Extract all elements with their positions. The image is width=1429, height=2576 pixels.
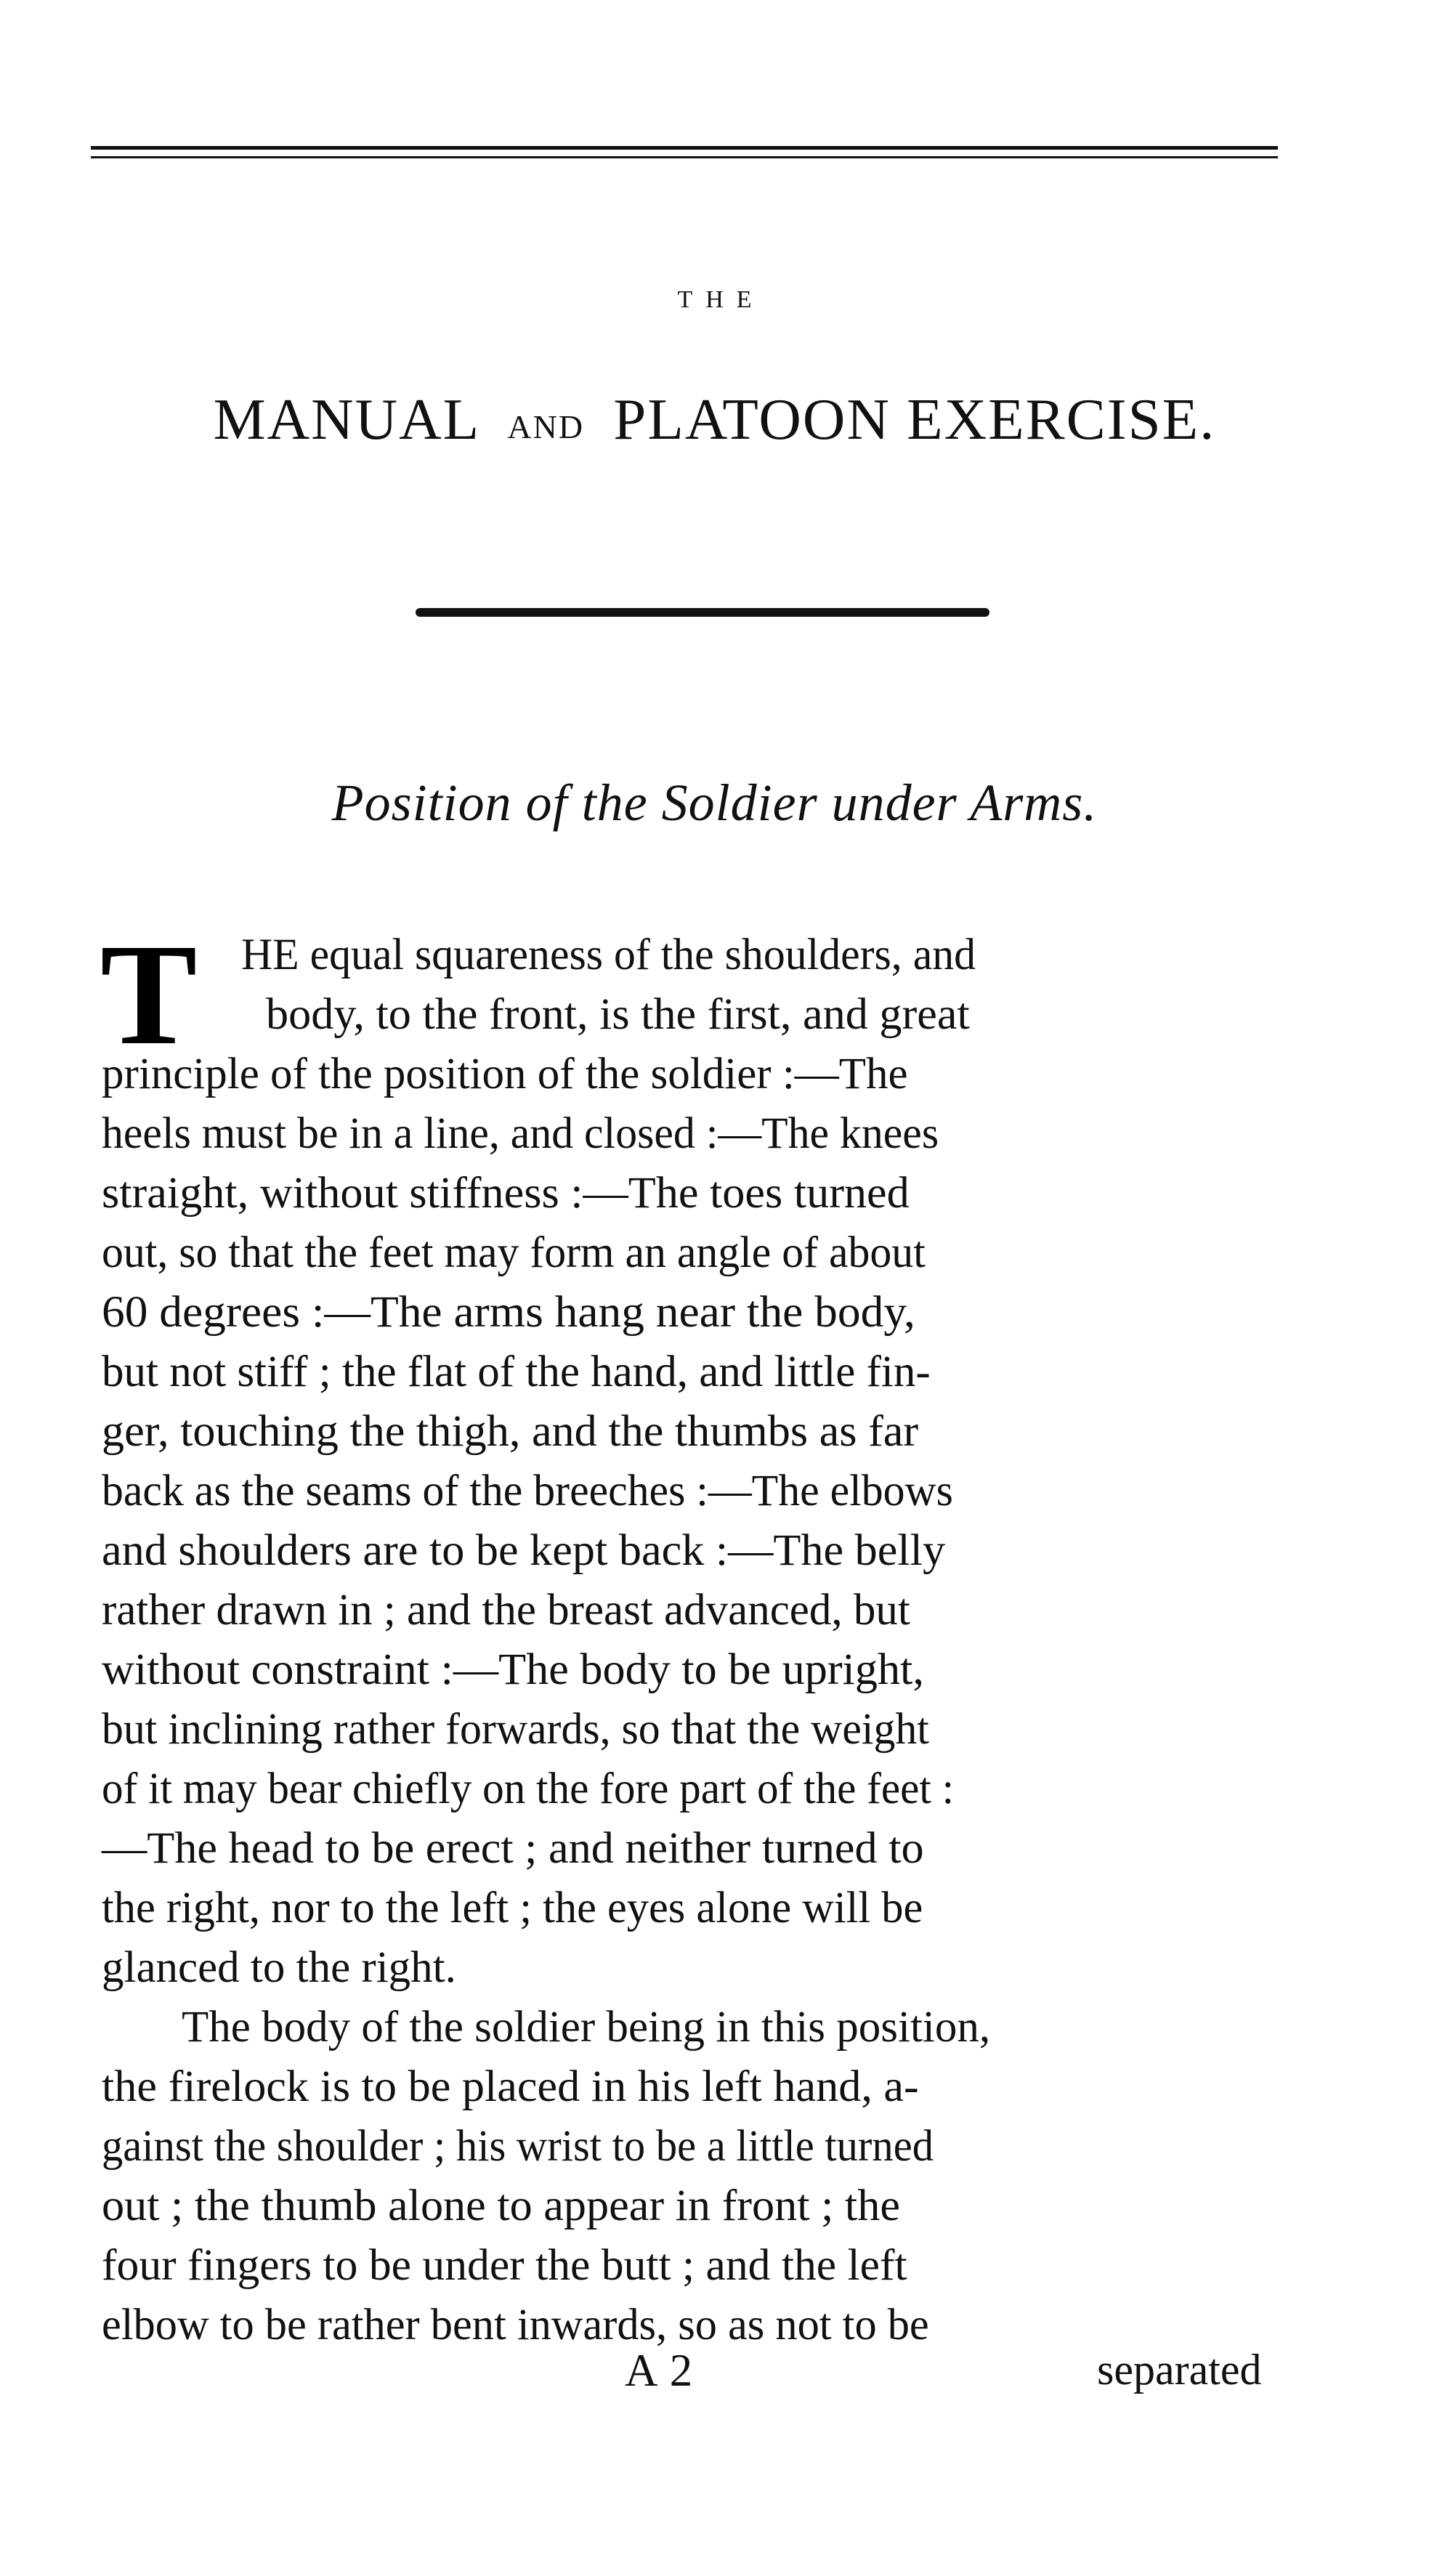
text-line: [0, 1995, 1429, 2060]
text-line: [0, 982, 1429, 1048]
line-text: but not stiff ; the flat of the hand, and little fin-: [102, 1348, 931, 1396]
main-title-part-3: PLATOON EXERCISE.: [613, 386, 1216, 452]
line-text: out ; the thumb alone to appear in front ; the: [102, 2182, 900, 2230]
text-line: [0, 1876, 1429, 1941]
line-text: 60 degrees :—The arms hang near the body,: [102, 1288, 915, 1337]
text-line: [0, 923, 1429, 988]
text-line: [0, 1697, 1429, 1762]
drop-cap: T: [100, 915, 198, 1075]
text-line: [0, 1399, 1429, 1465]
line-text: but inclining rather forwards, so that the weight: [102, 1705, 929, 1754]
text-line: [0, 1340, 1429, 1405]
line-text: heels must be in a line, and closed :—The knees: [102, 1109, 939, 1158]
text-line: [0, 1459, 1429, 1524]
main-title: [0, 386, 1429, 452]
line-text: the right, nor to the left ; the eyes alone will be: [102, 1884, 923, 1932]
line-text: of it may bear chiefly on the fore part of the feet :: [102, 1765, 955, 1813]
catchword: separated: [1097, 2346, 1262, 2394]
line-text: The body of the soldier being in this position,: [182, 2003, 991, 2052]
text-line: [0, 2233, 1429, 2298]
line-text: straight, without stiffness :—The toes turned: [102, 1169, 910, 1218]
text-line: [0, 1042, 1429, 1107]
line-text: gainst the shoulder ; his wrist to be a little turned: [102, 2122, 934, 2171]
line-text: four fingers to be under the butt ; and the left: [102, 2241, 907, 2290]
text-line: [0, 2174, 1429, 2239]
main-title-part-1: MANUAL: [213, 386, 479, 452]
text-line: [0, 1518, 1429, 1584]
line-text: ger, touching the thigh, and the thumbs as far: [102, 1407, 919, 1456]
ornament-rule: [416, 608, 989, 617]
text-line: [0, 1757, 1429, 1822]
line-text: principle of the position of the soldier :—The: [102, 1050, 908, 1098]
line-text: rather drawn in ; and the breast advanced, but: [102, 1586, 910, 1635]
text-line: [0, 1935, 1429, 2001]
line-text: the firelock is to be placed in his left hand, a-: [102, 2062, 919, 2111]
signature-mark: A 2: [625, 2345, 695, 2396]
line-text: glanced to the right.: [102, 1943, 456, 1992]
line-text: elbow to be rather bent inwards, so as not to be: [102, 2301, 929, 2349]
text-line: [0, 1280, 1429, 1345]
text-line: [0, 1161, 1429, 1226]
text-line: [0, 2114, 1429, 2179]
line-text: body, to the front, is the first, and great: [266, 990, 970, 1039]
text-line: [0, 2054, 1429, 2120]
line-text: —The head to be erect ; and neither turned to: [102, 1824, 924, 1873]
text-line: [0, 1816, 1429, 1882]
line-text: out, so that the feet may form an angle of about: [102, 1228, 926, 1277]
text-line: [0, 1101, 1429, 1167]
text-line: [0, 1637, 1429, 1703]
main-title-part-2: AND: [507, 408, 585, 445]
line-text: HE equal squareness of the shoulders, and: [241, 931, 976, 979]
line-text: without constraint :—The body to be upright,: [102, 1645, 924, 1694]
section-heading: Position of the Soldier under Arms.: [331, 774, 1098, 832]
line-text: and shoulders are to be kept back :—The belly: [102, 1526, 946, 1575]
title-kicker: THE: [677, 286, 765, 313]
line-text: back as the seams of the breeches :—The elbows: [102, 1467, 953, 1515]
text-line: [0, 1220, 1429, 1286]
text-line: [0, 1578, 1429, 1643]
